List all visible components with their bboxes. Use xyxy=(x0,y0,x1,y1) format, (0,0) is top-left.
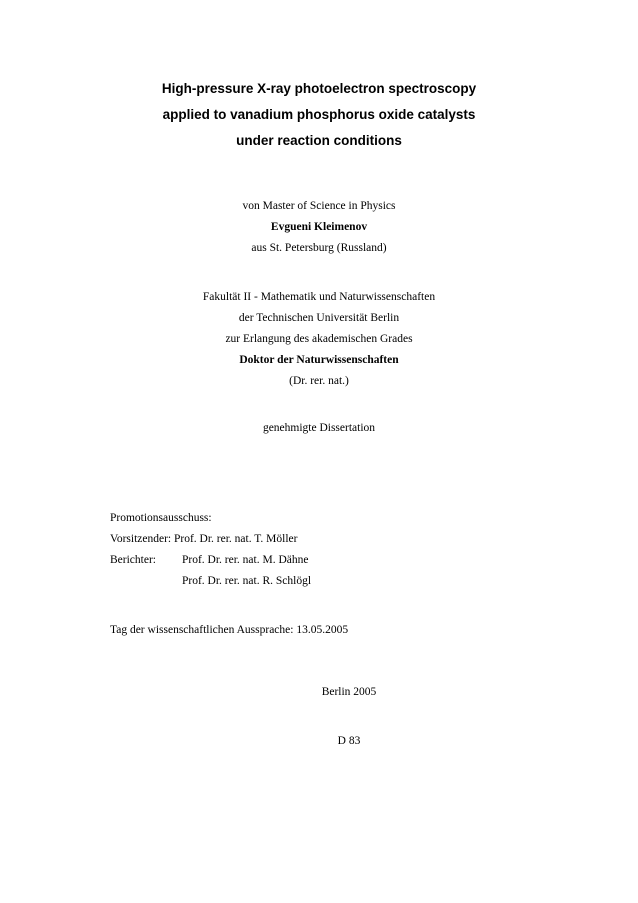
committee-referees-label: Berichter: xyxy=(110,554,156,566)
faculty-name: Fakultät II - Mathematik und Naturwissenschaften xyxy=(202,291,436,303)
committee-referee-2: Prof. Dr. rer. nat. R. Schlögl xyxy=(182,575,312,587)
place-year: Berlin 2005 xyxy=(321,686,377,698)
degree-abbreviation: (Dr. rer. nat.) xyxy=(289,375,349,387)
faculty-block xyxy=(0,287,638,392)
code-block xyxy=(30,731,638,752)
committee-heading: Promotionsausschuss: xyxy=(110,512,212,524)
author-degree: von Master of Science in Physics xyxy=(242,200,396,212)
library-code: D 83 xyxy=(337,735,361,747)
committee-chair-name: Prof. Dr. rer. nat. T. Möller xyxy=(173,533,298,545)
place-year-block xyxy=(30,682,638,703)
title-line-3: under reaction conditions xyxy=(236,133,402,148)
committee-chair-row xyxy=(110,529,311,550)
defense-block xyxy=(110,620,348,641)
committee-block xyxy=(110,508,311,592)
approval-text: genehmigte Dissertation xyxy=(262,422,376,434)
degree-purpose: zur Erlangung des akademischen Grades xyxy=(225,333,413,345)
author-origin: aus St. Petersburg (Russland) xyxy=(251,242,387,254)
committee-chair-label: Vorsitzender: xyxy=(110,533,172,545)
title-line-1: High-pressure X-ray photoelectron spectroscopy xyxy=(161,81,477,96)
defense-date: Tag der wissenschaftlichen Aussprache: 13.05.2005 xyxy=(110,624,349,636)
university-name: der Technischen Universität Berlin xyxy=(238,312,400,324)
committee-referee-1: Prof. Dr. rer. nat. M. Dähne xyxy=(182,554,309,566)
title-line-2: applied to vanadium phosphorus oxide catalysts xyxy=(162,107,476,122)
author-block xyxy=(0,196,638,259)
approval-block xyxy=(0,418,638,439)
committee-referee-row-2 xyxy=(110,571,311,592)
committee-referee-row-1 xyxy=(110,550,311,571)
author-name: Evgueni Kleimenov xyxy=(270,221,368,233)
dissertation-title xyxy=(0,76,638,154)
degree-title: Doktor der Naturwissenschaften xyxy=(239,354,399,366)
